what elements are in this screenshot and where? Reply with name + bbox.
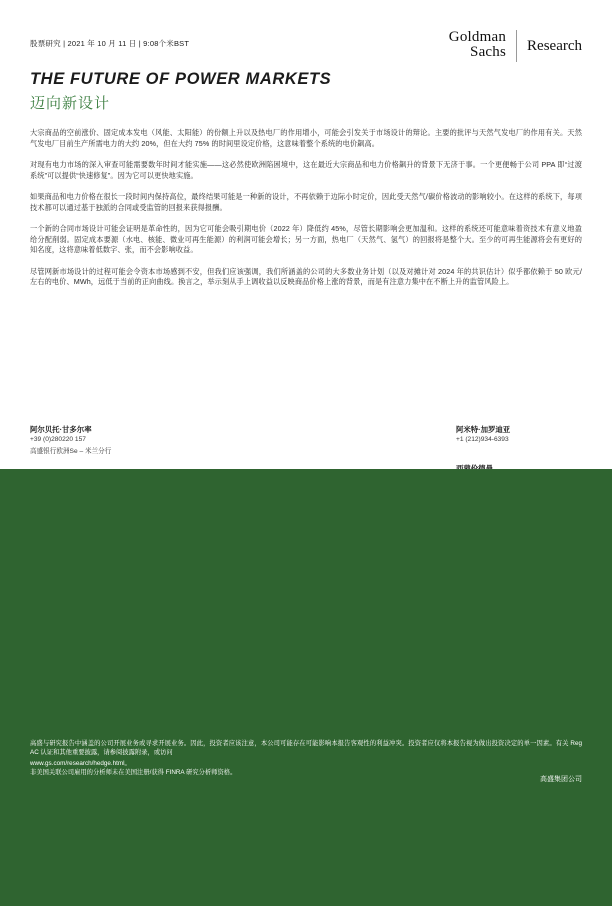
- report-meta: 股票研究 | 2021 年 10 月 11 日 | 9:08个米BST: [30, 39, 190, 48]
- brand-lockup: [449, 30, 582, 62]
- brand-line-1: Goldman: [448, 29, 507, 45]
- paragraph: 对现有电力市场的深入审查可能需要数年时间才能实施——这必然使欧洲陷困境中，这在最近大宗商品和电力价格飙升的背景下无济于事。一个更便畅于公司 PPA 即“过渡系统”可以提供“快速修复”。因为它可以更快地实施。: [30, 160, 582, 180]
- contact-entry: [456, 424, 606, 445]
- contact-phone: +39 (0)280220 157: [30, 436, 86, 443]
- page-title-english: THE FUTURE OF POWER MARKETS: [30, 70, 332, 88]
- page-header: [0, 0, 612, 68]
- paragraph: 一个新的合同市场设计可能会证明是革命性的，因为它可能会吸引期电价（2022 年）降低约 45%，尽管长期影响会更加温和。这样的系统还可能意味着资技术有意义地盈给分配削弱。固定成本要源（水电、核能、微业可再生能源）的利润可能会增长；另一方面，热电厂（天然气、氢气）的回报将是整个大。至少的可再生能源将会有更好的知名度，这将意味着低数字、张，而不会影响收益。: [30, 224, 582, 254]
- brand-goldman-sachs: [449, 30, 506, 60]
- contact-entry: [30, 424, 270, 457]
- contact-firm: 高盛银行欧洲Se – 米兰分行: [30, 448, 112, 455]
- disclosure-text-block: [30, 739, 582, 778]
- contact-phone: +1 (212)934-6393: [456, 436, 509, 443]
- brand-divider: [516, 30, 517, 62]
- disclosure-tail: 非美国关联公司雇用的分析师未在美国注册/获得 FINRA 研究分析师资格。: [30, 769, 237, 777]
- page-title-chinese: 迈向新设计: [30, 95, 111, 112]
- contact-name: 阿尔贝托·甘多尔率: [30, 425, 92, 434]
- disclosure-link[interactable]: www.gs.com/research/hedge.html。: [30, 759, 131, 767]
- paragraph: 尽管网新市场设计的过程可能会令资本市场感到不安，但我们应该强调，我们所涵盖的公司的大多数业务计划（以及对摊计对 2024 年的共识估计）似乎都依赖于 50 欧元/左右的电价、MWh，远低于当前的正向曲线。换言之，举示刻从手上调收益以反映商品价格上涨的背景，而是有注意力集中在不断上升的监管风险上。: [30, 266, 582, 286]
- paragraph: 如果商品和电力价格在很长一段时间内保持高位，最终结果可能是一种新的设计，不再依赖于边际小时定价，因此受天然气/碳价格波动的影响较小。在这样的系统下，每项技术都可以通过基于独派的合同或受监管的回报来获得报酬。: [30, 192, 582, 212]
- paragraph: 大宗商品的空前涨价、固定成本发电（风能、太阳能）的份额上升以及热电厂的作用增小，可能会引发关于市场设计的辩论。主要的批评与天然气发电厂的作用有关。天然气发电厂目前生产所需电力的大约 20%，但在大约 75% 的时间里设定价格，这意味着整个系统的电价飙高。: [30, 128, 582, 148]
- title-block: [0, 68, 612, 114]
- disclosure-text: 高盛与研究报告中涵盖的公司开展业务或寻求开展业务。因此，投资者应该注意，本公司可能存在可能影响本报告客观性的利益冲突。投资者应仅将本报告视为做出投资决定的单一因素。有关 Reg AC 认证和其他重要披露，请参阅披露附录，或访问: [30, 740, 582, 757]
- document-body: [0, 114, 612, 792]
- summary-paragraphs: [30, 128, 582, 299]
- brand-research-label: Research: [527, 38, 582, 54]
- brand-line-2: Sachs: [470, 44, 507, 60]
- footer-band: [0, 824, 612, 906]
- disclosure-signature: 高盛集团公司: [540, 776, 582, 783]
- contact-name: 阿米特·加罗迪亚: [456, 425, 511, 434]
